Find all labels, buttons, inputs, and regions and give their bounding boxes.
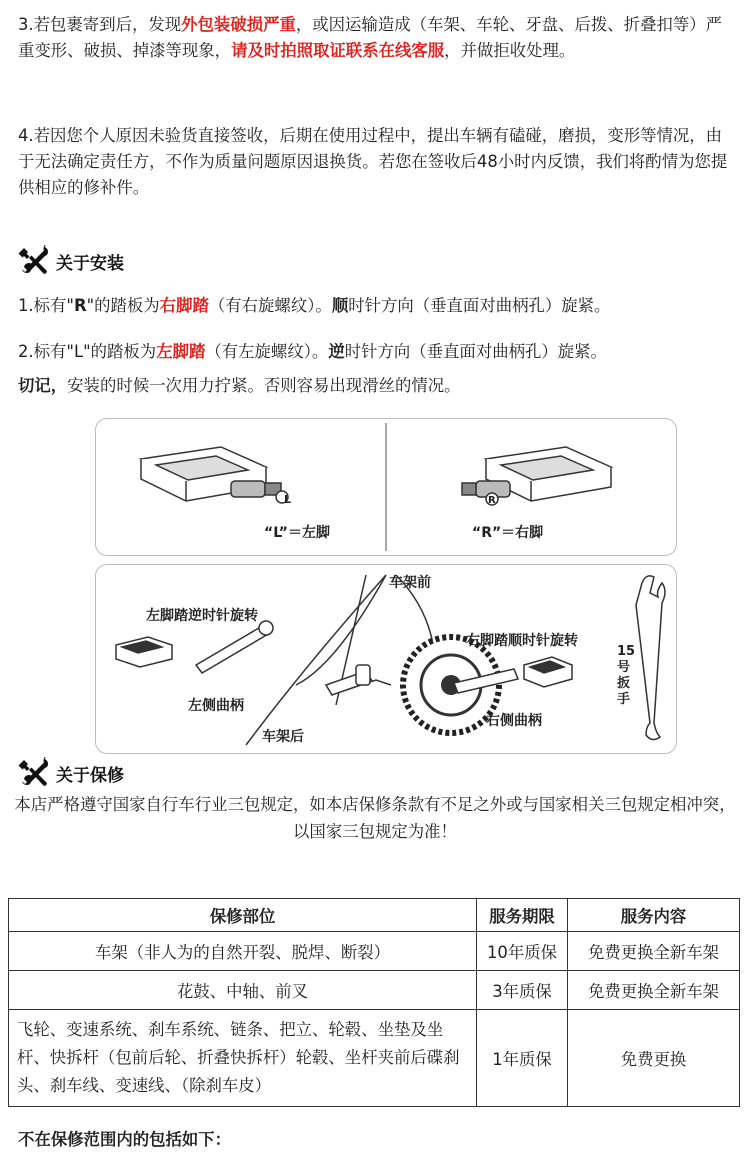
left-small-pedal-icon xyxy=(116,637,172,667)
wrench-label-3: 扳 xyxy=(617,676,631,691)
table-row xyxy=(9,971,740,1010)
right-pedal-mark: R xyxy=(488,495,496,506)
table-cell: 免费更换全新车架 xyxy=(568,932,740,971)
label-frame-rear: 车架后 xyxy=(262,729,304,745)
label-frame-front: 车架前 xyxy=(389,575,431,591)
pedal-diagram xyxy=(95,418,677,556)
notice-4: 4.若因您个人原因未验货直接签收，后期在使用过程中，提出车辆有磕碰，磨损，变形等情况，由于无法确定责任方，不作为质量问题原因退换货。若您在签收后48小时内反馈，我们将酌情为您提供相应的修补件。 xyxy=(18,126,728,197)
right-pedal-caption: “R”＝右脚 xyxy=(472,525,544,541)
install-caution: 切记，安装的时候一次用力拧紧。否则容易出现滑丝的情况。 xyxy=(18,376,461,395)
wrench-label-2: 号 xyxy=(617,660,631,675)
crank-illustration xyxy=(96,565,676,753)
left-pedal-icon xyxy=(141,447,288,503)
table-cell: 10年质保 xyxy=(477,932,568,971)
table-cell: 花鼓、中轴、前叉 xyxy=(9,971,477,1010)
right-pedal-icon xyxy=(462,447,611,505)
install-line-right: 1.标有"R"的踏板为右脚踏（有右旋螺纹）。顺时针方向（垂直面对曲柄孔）旋紧。 xyxy=(18,296,611,315)
left-crank-icon xyxy=(196,621,273,673)
header-part: 保修部位 xyxy=(9,899,477,932)
install-line-left: 2.标有"L"的踏板为左脚踏（有左旋螺纹）。逆时针方向（垂直面对曲柄孔）旋紧。 xyxy=(18,342,607,361)
table-cell: 1年质保 xyxy=(477,1010,568,1107)
tools-icon xyxy=(18,245,50,277)
warranty-intro: 本店严格遵守国家自行车行业三包规定，如本店保修条款有不足之外或与国家相关三包规定相冲突，以国家三包规定为准！ xyxy=(14,795,736,841)
warranty-table xyxy=(8,898,740,1107)
header-service: 服务内容 xyxy=(568,899,740,932)
table-header-row xyxy=(9,899,740,932)
pedal-illustration xyxy=(96,419,676,555)
exclusions-title: 不在保修范围内的包括如下： xyxy=(18,1130,232,1149)
table-cell: 车架（非人为的自然开裂、脱焊、断裂） xyxy=(9,932,477,971)
label-left-crank: 左侧曲柄 xyxy=(188,698,244,714)
wrench-label-4: 手 xyxy=(617,692,631,707)
table-cell: 3年质保 xyxy=(477,971,568,1010)
right-small-pedal-icon xyxy=(524,657,572,687)
table-cell: 飞轮、变速系统、刹车系统、链条、把立、轮毂、坐垫及坐杆、快拆杆（包前后轮、折叠快拆杆）轮毂、坐杆夹前后碟刹头、刹车线、变速线、（除刹车皮） xyxy=(9,1010,477,1107)
notice-3: 3.若包裹寄到后，发现外包装破损严重，或因运输造成（车架、车轮、牙盘、后拨、折叠扣等）严重变形、破损、掉漆等现象，请及时拍照取证联系在线客服，并做拒收处理。 xyxy=(18,15,723,60)
wrench-label-1: 15 xyxy=(617,644,636,659)
tools-icon xyxy=(18,757,50,789)
install-heading: 关于安装 xyxy=(18,244,124,278)
table-row xyxy=(9,1010,740,1107)
table-cell: 免费更换 xyxy=(568,1010,740,1107)
left-pedal-caption: “L”＝左脚 xyxy=(264,525,330,541)
left-pedal-mark: L xyxy=(284,493,292,506)
label-right-crank: 右侧曲柄 xyxy=(486,713,542,729)
table-row xyxy=(9,932,740,971)
crank-diagram xyxy=(95,564,677,754)
wrench-icon xyxy=(636,576,665,740)
bottom-bracket-icon xyxy=(326,665,372,695)
label-left-ccw: 左脚踏逆时针旋转 xyxy=(146,608,258,624)
warranty-heading: 关于保修 xyxy=(18,756,124,790)
label-right-cw: 右脚踏顺时针旋转 xyxy=(466,633,578,649)
notice-3-highlight-damage: 外包装破损严重 xyxy=(181,15,296,34)
header-period: 服务期限 xyxy=(477,899,568,932)
notice-3-highlight-contact: 请及时拍照取证联系在线客服 xyxy=(231,41,445,60)
table-cell: 免费更换全新车架 xyxy=(568,971,740,1010)
